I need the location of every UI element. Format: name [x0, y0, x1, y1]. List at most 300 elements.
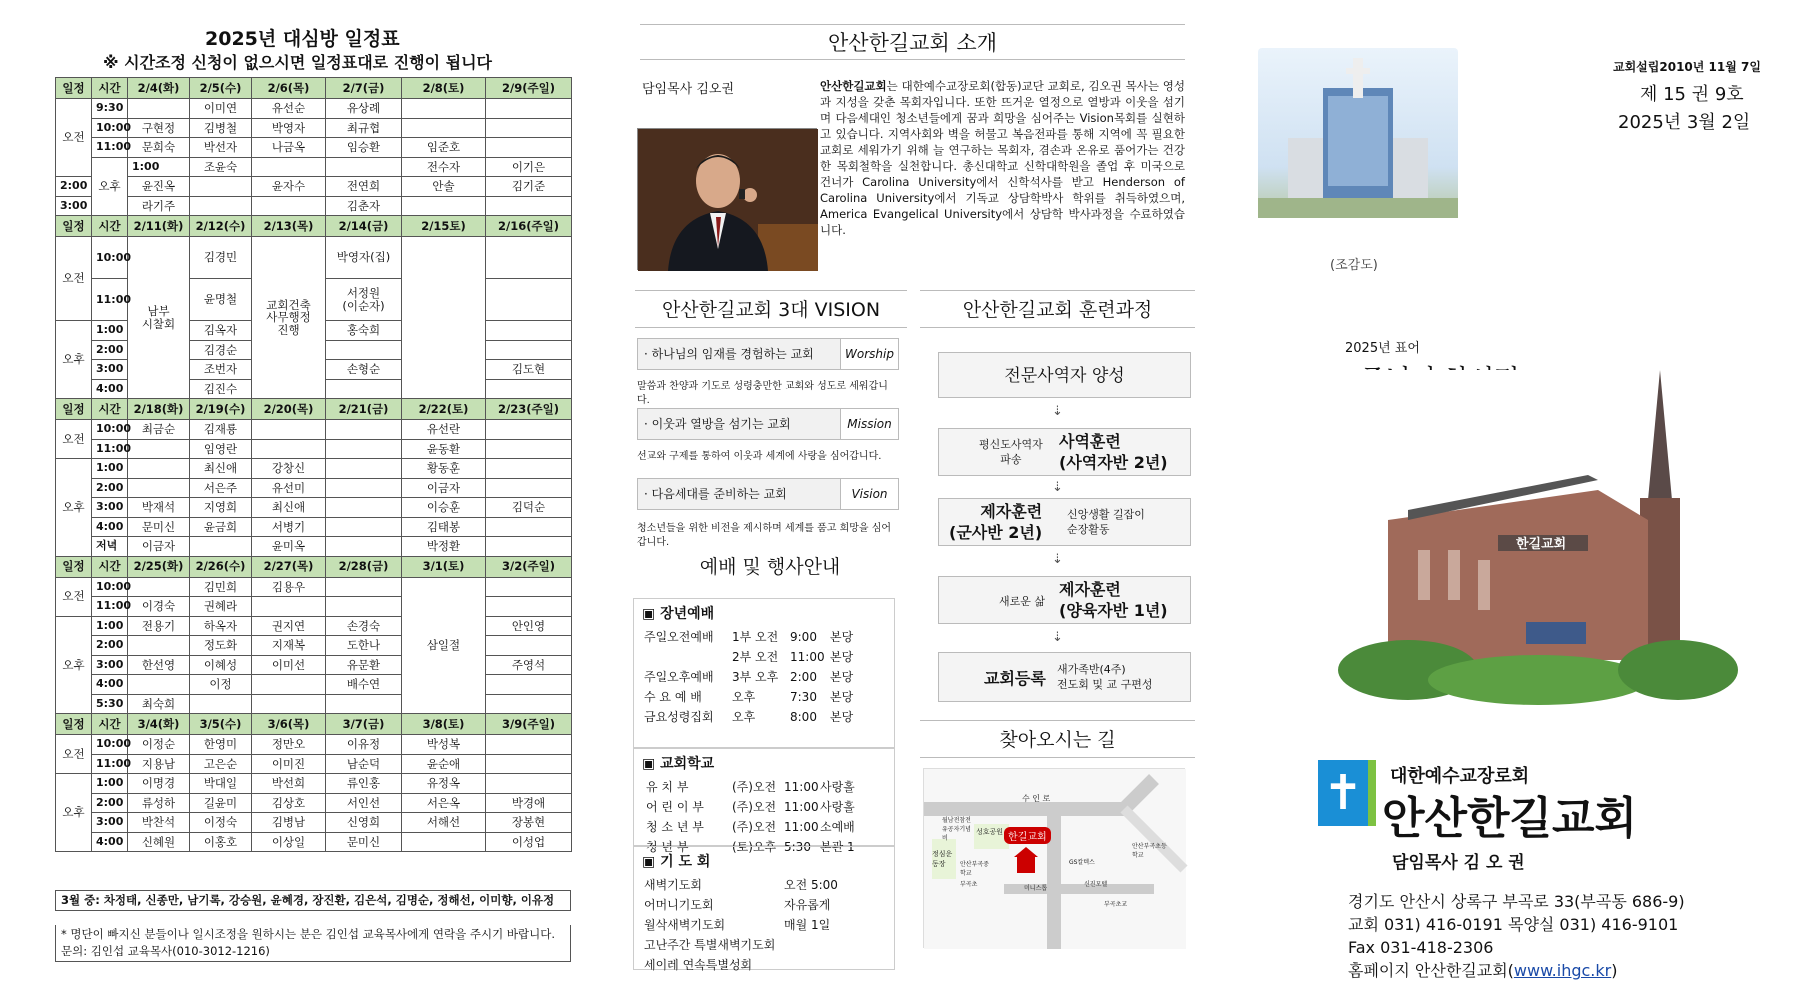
- schedule-cell: 이정숙: [190, 813, 252, 833]
- schedule-time: 2:00: [92, 478, 128, 498]
- schedule-header-day: 2/27(목): [252, 556, 326, 577]
- schedule-period: 오후: [56, 321, 92, 399]
- schedule-cell: [326, 157, 402, 177]
- schedule-row: [56, 498, 572, 518]
- worship-cell: (주)오전: [732, 800, 777, 814]
- worship-row: [634, 667, 894, 687]
- schedule-time: 10:00: [92, 577, 128, 597]
- address: 경기도 안산시 상록구 부곡로 33(부곡동 686-9): [1348, 892, 1685, 911]
- worship-cell: 오후: [732, 710, 756, 724]
- schedule-cell: 서정원 (이순자): [326, 279, 402, 321]
- schedule-cell: [326, 459, 402, 479]
- schedule-cell: 김상호: [252, 793, 326, 813]
- visitation-schedule-panel: [0, 0, 625, 992]
- schedule-time: 11:00: [92, 754, 128, 774]
- schedule-cell: 장봉현: [486, 813, 572, 833]
- vision-tag-worship: Worship: [840, 339, 898, 369]
- worship-cell: 본관 1: [820, 840, 855, 854]
- schedule-cell: [252, 157, 326, 177]
- schedule-row: [56, 459, 572, 479]
- worship-cell: 본당: [830, 690, 854, 704]
- schedule-header-label: 일정: [56, 714, 92, 735]
- worship-cell: 세이레 연속특별성회: [644, 958, 753, 972]
- schedule-cell: 조번자: [190, 360, 252, 380]
- map-label: 안산부곡중학교: [960, 861, 989, 877]
- schedule-cell: 전연희: [326, 177, 402, 197]
- schedule-row: [56, 420, 572, 440]
- schedule-header-day: 2/14(금): [326, 216, 402, 237]
- worship-row: [634, 707, 894, 727]
- schedule-time: 1:00: [92, 459, 128, 479]
- map-label: 정심운동장: [932, 850, 953, 868]
- schedule-cell: 임준호: [402, 138, 486, 158]
- worship-cell: 금요성령집회: [644, 710, 714, 724]
- worship-cell: 사랑홀: [820, 800, 855, 814]
- arrow-icon: ⇣: [1052, 480, 1063, 495]
- schedule-cell: 김기준: [486, 177, 572, 197]
- vision-heading: 안산한길교회 3대 VISION: [635, 290, 907, 328]
- schedule-cell: [486, 196, 572, 216]
- schedule-cell: 임영란: [190, 439, 252, 459]
- schedule-time: 2:00: [56, 177, 92, 197]
- schedule-cell: 김병철: [190, 118, 252, 138]
- schedule-time: 11:00: [92, 597, 128, 617]
- schedule-time: 3:00: [92, 360, 128, 380]
- schedule-cell: 박영자: [252, 118, 326, 138]
- intro-church-name: 안산한길교회: [820, 79, 887, 93]
- schedule-cell: 이유정: [326, 735, 402, 755]
- prayer-section: ▣ 기 도 회 새벽기도회 오전 5:00 어머니기도회 자유롭게 월삭새벽기도회 매월 1일 고난주간 특별새벽기도회 세이레 연속특별성회: [633, 846, 895, 970]
- homepage: 홈페이지 안산한길교회(www.ihgc.kr): [1348, 961, 1618, 980]
- schedule-header-day: 2/25(화): [128, 556, 190, 577]
- schedule-cell: [486, 694, 572, 714]
- schedule-cell: 김진수: [190, 379, 252, 399]
- schedule-cell: 이명경: [128, 774, 190, 794]
- schedule-row: [56, 577, 572, 597]
- schedule-cell: [326, 478, 402, 498]
- schedule-header-day: 2/23(주일): [486, 399, 572, 420]
- schedule-header-day: 3/4(화): [128, 714, 190, 735]
- schedule-header-day: 2/12(수): [190, 216, 252, 237]
- worship-row: [634, 817, 894, 837]
- schedule-cell: 이성업: [486, 832, 572, 852]
- schedule-cell: [128, 99, 190, 119]
- schedule-cell: 하옥자: [190, 616, 252, 636]
- map-label: GS칼텍스: [1069, 859, 1095, 866]
- schedule-cell: 황동훈: [402, 459, 486, 479]
- map-label: 월남전참전유공자기념비: [942, 817, 971, 842]
- homepage-link[interactable]: www.ihgc.kr: [1513, 961, 1612, 980]
- schedule-cell: [326, 537, 402, 557]
- vision-desc-worship: 말씀과 찬양과 기도로 성령충만한 교회와 성도로 세워갑니다.: [637, 381, 888, 406]
- schedule-time: 4:00: [92, 379, 128, 399]
- worship-cell: 8:00: [790, 710, 817, 724]
- worship-row: [634, 797, 894, 817]
- schedule-cell: 이홍호: [190, 832, 252, 852]
- schedule-cell: 권혜라: [190, 597, 252, 617]
- schedule-time: 10:00: [92, 420, 128, 440]
- schedule-header-day: 2/8(토): [402, 78, 486, 99]
- schedule-cell: 권지연: [252, 616, 326, 636]
- schedule-cell: 구현정: [128, 118, 190, 138]
- schedule-cell: [326, 340, 402, 360]
- schedule-cell: 이금자: [128, 537, 190, 557]
- map-label: 부곡초: [960, 881, 978, 888]
- schedule-cell: 김병남: [252, 813, 326, 833]
- schedule-cell: 최규협: [326, 118, 402, 138]
- intro-body: 는 대한예수교장로회(합동)교단 교회로, 김오권 목사는 영성과 지성을 갖춘 목회자입니다. 또한 뜨거운 열정으로 열방과 이웃을 섬기며 다음세대인 청소년들에게 꿈과 희망을 심어주는 Vision목회를 실현하고 있습니다. 지역사회와 벽을 허물고 복음전파를 통해 지역에 꼭 필요한 교회로 세워가기 위해 늘 연구하는 목회자, 겸손과 온유로 품어가는 건강한 목회철학을 실천합니다. 총신대학교 신학대학원을 졸업 후 미국으로 건너가 Carolina University에서 신학석사를 받고 Henderson of Carolina University에서 기독교 상담학박사 학위를 취득하였으며, America Evangelical University에서 상담학 박사과정을 수료하였습니다.: [820, 79, 1185, 237]
- intro-heading: 안산한길교회 소개: [640, 24, 1185, 60]
- worship-cell: (주)오전: [732, 820, 777, 834]
- schedule-row: [56, 793, 572, 813]
- schedule-cell: 홍숙희: [326, 321, 402, 341]
- worship-cell: 7:30: [790, 690, 817, 704]
- schedule-cell: 윤자수: [252, 177, 326, 197]
- schedule-time: 3:00: [92, 813, 128, 833]
- church-school-section: ▣ 교회학교 유 치 부 (주)오전 11:00 사랑홀 어 린 이 부 (주)오전 11:00 사랑홀 청 소 년 부 (주)오전 11:00 소예배 청 년 부 (토)오후 5:30 본관 1: [633, 748, 895, 846]
- schedule-cell: [486, 99, 572, 119]
- schedule-cell: [252, 420, 326, 440]
- worship-cell: 청 소 년 부: [646, 820, 704, 834]
- schedule-cell: 김경순: [190, 340, 252, 360]
- schedule-cell: 박경애: [486, 793, 572, 813]
- schedule-row: [56, 99, 572, 119]
- schedule-header-day: 2/16(주일): [486, 216, 572, 237]
- schedule-header-day: 2/13(목): [252, 216, 326, 237]
- schedule-cell: 전수자: [402, 157, 486, 177]
- schedule-time: 4:00: [92, 517, 128, 537]
- rendering-caption: (조감도): [1330, 258, 1378, 273]
- worship-cell: 11:00: [784, 800, 819, 814]
- schedule-header-day: 2/9(주일): [486, 78, 572, 99]
- worship-cell: 9:00: [790, 630, 817, 644]
- schedule-cell: [326, 694, 402, 714]
- schedule-period: 오전: [56, 577, 92, 616]
- schedule-cell: 김옥자: [190, 321, 252, 341]
- schedule-header-label: 일정: [56, 399, 92, 420]
- schedule-cell: 윤순애: [402, 754, 486, 774]
- schedule-cell: [486, 459, 572, 479]
- schedule-cell: 길윤미: [190, 793, 252, 813]
- denomination-name: 대한예수교장로회: [1390, 766, 1530, 787]
- worship-cell: 2:00: [790, 670, 817, 684]
- schedule-cell: [190, 177, 252, 197]
- schedule-period: 오후: [56, 459, 92, 557]
- vision-desc-mission: 선교와 구제를 통하여 이웃과 세계에 사랑을 심어갑니다.: [637, 451, 882, 462]
- training-step-disciple-soldier: 제자훈련 (군사반 2년) 신앙생활 길잡이 순장활동: [938, 498, 1191, 546]
- senior-pastor: 담임목사 김 오 권: [1392, 853, 1525, 873]
- contact-info: [1348, 890, 1685, 982]
- arrow-icon: ⇣: [1052, 630, 1063, 645]
- training-heading: 안산한길교회 훈련과정: [920, 290, 1195, 328]
- schedule-cell: [190, 196, 252, 216]
- vision-desc-vision: 청소년들을 위한 비전을 제시하며 세계를 품고 희망을 심어갑니다.: [637, 523, 892, 548]
- schedule-cell: 정만오: [252, 735, 326, 755]
- worship-cell: 새벽기도회: [644, 878, 702, 892]
- worship-cell: 오전 5:00: [784, 878, 838, 892]
- schedule-cell: 최숙희: [128, 694, 190, 714]
- schedule-cell: 유선란: [402, 420, 486, 440]
- worship-cell: 본당: [830, 630, 854, 644]
- schedule-time: 1:00: [92, 774, 128, 794]
- schedule-time: 11:00: [92, 279, 128, 321]
- schedule-row: [56, 832, 572, 852]
- vision-item-vision: · 다음세대를 준비하는 교회 Vision: [637, 478, 899, 510]
- schedule-cell: 윤동환: [402, 439, 486, 459]
- schedule-week-header: [56, 216, 572, 237]
- schedule-cell: 윤미옥: [252, 537, 326, 557]
- schedule-row: [56, 237, 572, 279]
- schedule-cell: [486, 237, 572, 279]
- schedule-period: 오후: [92, 157, 128, 216]
- schedule-cell: [486, 321, 572, 341]
- worship-cell: 청 년 부: [646, 840, 689, 854]
- intro-text: [820, 78, 1185, 238]
- schedule-title: 2025년 대심방 일정표: [205, 28, 400, 50]
- schedule-note: ※ 시간조정 신청이 없으시면 일정표대로 진행이 됩니다: [103, 53, 493, 72]
- schedule-header-day: 2/20(목): [252, 399, 326, 420]
- arrow-icon: ⇣: [1052, 552, 1063, 567]
- schedule-cell: [402, 832, 486, 852]
- schedule-header-day: 2/19(수): [190, 399, 252, 420]
- schedule-cell: 김덕순: [486, 498, 572, 518]
- schedule-cell: [486, 340, 572, 360]
- pastor-photo: [637, 128, 817, 270]
- worship-cell: 1부 오전: [732, 630, 779, 644]
- schedule-header-label: 일정: [56, 78, 92, 99]
- worship-cell: 11:00: [784, 780, 819, 794]
- vision-tag-vision: Vision: [840, 479, 898, 509]
- schedule-time: 1:00: [92, 321, 128, 341]
- schedule-cell: 박대일: [190, 774, 252, 794]
- map-heading: 찾아오시는 길: [920, 720, 1195, 758]
- worship-row: [634, 687, 894, 707]
- schedule-time: 2:00: [92, 793, 128, 813]
- worship-cell: 5:30: [784, 840, 811, 854]
- schedule-time: 1:00: [92, 616, 128, 636]
- schedule-header-time: 시간: [92, 714, 128, 735]
- church-sign: 한길교회: [1516, 537, 1567, 552]
- schedule-cell: 유상례: [326, 99, 402, 119]
- schedule-table: [55, 77, 572, 852]
- schedule-cell: 김도현: [486, 360, 572, 380]
- schedule-header-day: 2/15토): [402, 216, 486, 237]
- schedule-cell: 최신애: [190, 459, 252, 479]
- worship-row: [634, 935, 894, 955]
- fax-number: Fax 031-418-2306: [1348, 938, 1494, 957]
- schedule-time: 4:00: [92, 675, 128, 695]
- motto-year: 2025년 표어: [1345, 341, 1420, 356]
- schedule-cell: [486, 735, 572, 755]
- schedule-cell: 김민희: [190, 577, 252, 597]
- schedule-period: 오후: [56, 616, 92, 714]
- worship-cell: 수 요 예 배: [644, 690, 702, 704]
- schedule-header-day: 2/5(수): [190, 78, 252, 99]
- schedule-cell: [402, 99, 486, 119]
- worship-cell: 11:00: [784, 820, 819, 834]
- schedule-cell: 신영희: [326, 813, 402, 833]
- schedule-cell: 이정순: [128, 735, 190, 755]
- worship-cell: 자유롭게: [784, 898, 831, 912]
- schedule-cell: [486, 636, 572, 656]
- schedule-header-day: 2/6(목): [252, 78, 326, 99]
- worship-cell: (토)오후: [732, 840, 777, 854]
- schedule-row: [56, 774, 572, 794]
- schedule-row: [56, 478, 572, 498]
- schedule-cell: [486, 478, 572, 498]
- schedule-cell: 유선미: [252, 478, 326, 498]
- schedule-cell: [326, 577, 402, 597]
- schedule-cell: 도한나: [326, 636, 402, 656]
- schedule-header-day: 2/22(토): [402, 399, 486, 420]
- schedule-cell: 이미진: [252, 754, 326, 774]
- worship-cell: 2부 오전: [732, 650, 779, 664]
- map-label: 미니스톱: [1024, 885, 1048, 892]
- schedule-cell: 안솔: [402, 177, 486, 197]
- worship-cell: (주)오전: [732, 780, 777, 794]
- schedule-cell: 라기주: [128, 196, 190, 216]
- schedule-row: [56, 675, 572, 695]
- schedule-cell: 한선영: [128, 655, 190, 675]
- schedule-row: [56, 537, 572, 557]
- schedule-cell: 한영미: [190, 735, 252, 755]
- map-label: 부곡초교: [1104, 901, 1128, 908]
- schedule-cell: 이정: [190, 675, 252, 695]
- schedule-cell: 안인영: [486, 616, 572, 636]
- schedule-header-day: 2/28(금): [326, 556, 402, 577]
- schedule-header-day: 3/2(주일): [486, 556, 572, 577]
- schedule-cell: 지영희: [190, 498, 252, 518]
- schedule-cell: 박선희: [252, 774, 326, 794]
- schedule-header-time: 시간: [92, 399, 128, 420]
- worship-row: [634, 875, 894, 895]
- schedule-cell: [486, 279, 572, 321]
- schedule-period: 오전: [56, 735, 92, 774]
- schedule-cell: 유선순: [252, 99, 326, 119]
- schedule-week-header: [56, 78, 572, 99]
- volume-number: 제 15 권 9호: [1640, 84, 1744, 105]
- worship-cell: 오후: [732, 690, 756, 704]
- worship-cell: 본당: [830, 650, 854, 664]
- schedule-cell: [326, 379, 402, 399]
- arrow-icon: ⇣: [1052, 404, 1063, 419]
- schedule-cell: 임승환: [326, 138, 402, 158]
- training-step-expert: 전문사역자 양성: [938, 352, 1191, 398]
- worship-row: [634, 955, 894, 975]
- schedule-cell: [326, 517, 402, 537]
- schedule-cell: 김경민: [190, 237, 252, 279]
- schedule-header-day: 3/6(목): [252, 714, 326, 735]
- schedule-cell: [252, 196, 326, 216]
- schedule-cell: 류인홍: [326, 774, 402, 794]
- schedule-cell: 이미연: [190, 99, 252, 119]
- map-road-label: 수 인 로: [1022, 794, 1051, 803]
- schedule-period: 오전: [56, 420, 92, 459]
- schedule-cell: [486, 675, 572, 695]
- worship-heading: 예배 및 행사안내: [699, 556, 841, 578]
- established-date: 교회설립2010년 11월 7일: [1613, 60, 1761, 74]
- schedule-time: 3:00: [92, 498, 128, 518]
- schedule-cell: [486, 537, 572, 557]
- schedule-cell: 정도화: [190, 636, 252, 656]
- schedule-time: 3:00: [56, 196, 92, 216]
- schedule-row: [56, 196, 572, 216]
- schedule-time: 11:00: [92, 138, 128, 158]
- schedule-header-day: 3/9(주일): [486, 714, 572, 735]
- schedule-footer-contact: * 명단이 빠지신 분들이나 일시조정을 원하시는 분은 김인섭 교육목사에게 연락을 주시기 바랍니다. 문의: 김인섭 교육목사(010-3012-1216): [55, 925, 571, 962]
- vision-item-mission: · 이웃과 열방을 섬기는 교회 Mission: [637, 408, 899, 440]
- schedule-cell: [402, 196, 486, 216]
- schedule-header-day: 2/18(화): [128, 399, 190, 420]
- map-label: 안산부곡초등학교: [1132, 843, 1167, 859]
- schedule-cell: 이미선: [252, 655, 326, 675]
- schedule-header-day: 3/5(수): [190, 714, 252, 735]
- schedule-row: [56, 177, 572, 197]
- schedule-header-time: 시간: [92, 216, 128, 237]
- schedule-cell: 박성복: [402, 735, 486, 755]
- schedule-header-day: 2/4(화): [128, 78, 190, 99]
- schedule-cell: 박선자: [190, 138, 252, 158]
- pastor-label: 담임목사 김오권: [642, 82, 735, 97]
- schedule-row: [56, 517, 572, 537]
- schedule-cell: 나금옥: [252, 138, 326, 158]
- schedule-cell: 박재석: [128, 498, 190, 518]
- schedule-cell: 유문환: [326, 655, 402, 675]
- schedule-footer-march: 3월 중: 차정태, 신종만, 남기록, 강승원, 윤혜경, 장진환, 김은석, 김명순, 정해선, 이미향, 이유정: [55, 890, 571, 911]
- schedule-cell: 박찬석: [128, 813, 190, 833]
- schedule-cell: [128, 439, 190, 459]
- schedule-cell: [252, 675, 326, 695]
- schedule-cell: 류성하: [128, 793, 190, 813]
- schedule-cell: 서병기: [252, 517, 326, 537]
- schedule-cell: 이경숙: [128, 597, 190, 617]
- schedule-cell: 신혜원: [128, 832, 190, 852]
- schedule-cell: 이상일: [252, 832, 326, 852]
- church-name: 안산한길교회: [1382, 793, 1638, 844]
- schedule-cell: 문희숙: [128, 138, 190, 158]
- schedule-row: [56, 655, 572, 675]
- schedule-period: 오전: [56, 237, 92, 321]
- schedule-header-day: 2/7(금): [326, 78, 402, 99]
- schedule-time: 1:00: [128, 157, 190, 177]
- schedule-cell: [326, 420, 402, 440]
- location-map: [923, 768, 1185, 948]
- schedule-cell: 김춘자: [326, 196, 402, 216]
- schedule-cell: 박영자(집): [326, 237, 402, 279]
- vision-item-worship: · 하나님의 임재를 경험하는 교회 Worship: [637, 338, 899, 370]
- schedule-cell: 이기은: [486, 157, 572, 177]
- schedule-cell: [326, 439, 402, 459]
- worship-cell: 주일오전예배: [644, 630, 714, 644]
- church-logo-icon: ✝: [1318, 760, 1368, 826]
- schedule-cell: 남순덕: [326, 754, 402, 774]
- schedule-cell: [252, 439, 326, 459]
- schedule-time: 10:00: [92, 237, 128, 279]
- worship-cell: 사랑홀: [820, 780, 855, 794]
- schedule-cell: [486, 420, 572, 440]
- schedule-cell: 강창신: [252, 459, 326, 479]
- schedule-cell: [326, 498, 402, 518]
- schedule-cell: [190, 537, 252, 557]
- schedule-cell: 조윤숙: [190, 157, 252, 177]
- schedule-time: 10:00: [92, 118, 128, 138]
- schedule-cell: 지용남: [128, 754, 190, 774]
- schedule-row: [56, 636, 572, 656]
- schedule-cell: 전용기: [128, 616, 190, 636]
- schedule-cell: 이금자: [402, 478, 486, 498]
- worship-cell: 어 린 이 부: [646, 800, 704, 814]
- schedule-header-time: 시간: [92, 556, 128, 577]
